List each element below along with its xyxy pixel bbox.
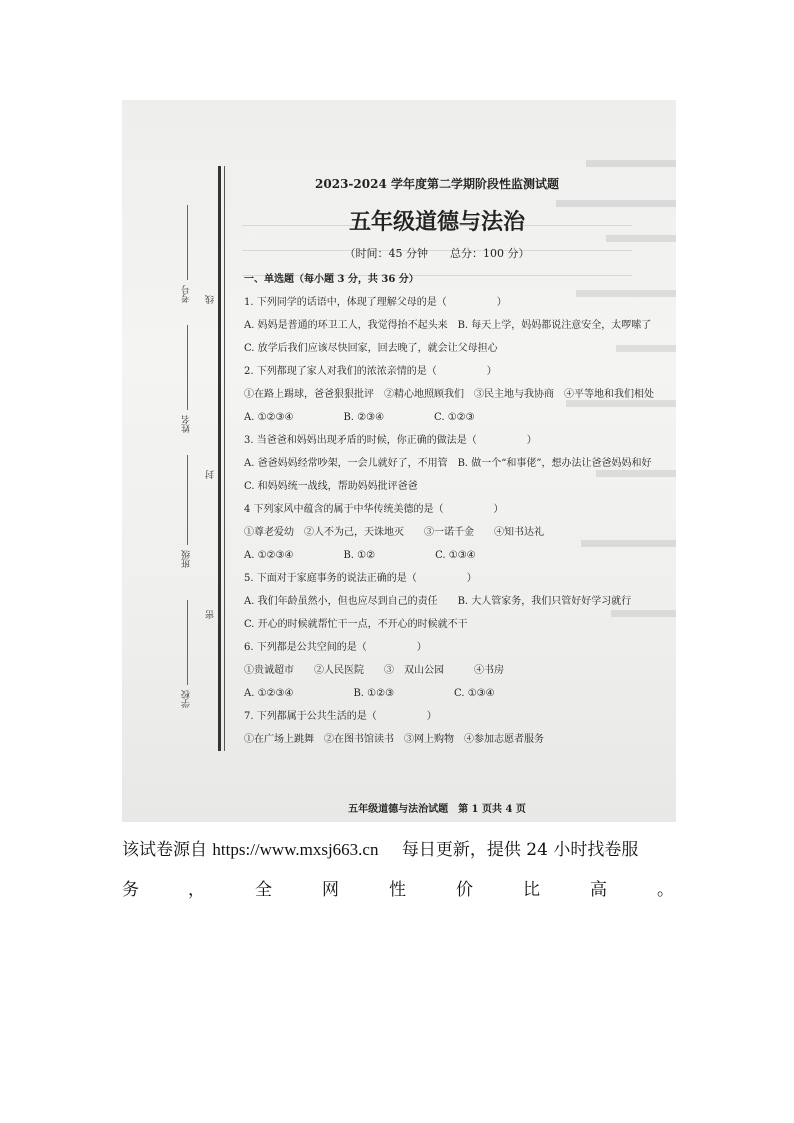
school-blank	[187, 600, 188, 685]
caption-char: 全	[255, 880, 272, 900]
question-option: C. 放学后我们应该尽快回家，回去晚了，就会让父母担心	[244, 343, 498, 354]
exam-header-year: 2023-2024 学年度第二学期阶段性监测试题	[315, 177, 559, 191]
page-footer: 五年级道德与法治试题 第 1 页共 4 页	[348, 804, 526, 815]
caption-char: 务	[122, 880, 139, 900]
section-title: 一、单选题（每小题 3 分，共 36 分）	[244, 274, 419, 285]
question-stem: 3. 当爸爸和妈妈出现矛盾的时候，你正确的做法是（ ）	[244, 435, 537, 446]
caption-char: 高	[590, 880, 607, 900]
margin-label-secret: 密	[206, 610, 216, 619]
question-stem: 2. 下列都现了家人对我们的浓浓亲情的是（ ）	[244, 366, 497, 377]
caption-url[interactable]: https://www.mxsj663.cn	[212, 840, 379, 859]
question-stem: 7. 下列都属于公共生活的是（ ）	[244, 711, 437, 722]
question-option: A. 我们年龄虽然小，但也应尽到自己的责任 B. 大人管家务，我们只管好好学习就行	[244, 596, 632, 607]
question-option: A. 妈妈是普通的环卫工人，我觉得抬不起头来 B. 每天上学，妈妈都说注意安全，太啰嗦了	[244, 320, 652, 331]
name-blank	[187, 325, 188, 410]
margin-label-seal: 封	[206, 470, 216, 479]
question-stem: 4 下列家风中蕴含的属于中华传统美德的是（ ）	[244, 504, 504, 515]
question-option: ①贵诚超市 ②人民医院 ③ 双山公园 ④书房	[244, 665, 504, 676]
binding-line-inner	[224, 166, 225, 751]
caption-char: 比	[523, 880, 540, 900]
exam-time-info: （时间：45 分钟 总分：100 分）	[344, 247, 530, 260]
question-option: C. 和妈妈统一战线，帮助妈妈批评爸爸	[244, 481, 418, 492]
question-option: A. ①②③④ B. ②③④ C. ①②③	[244, 412, 475, 423]
question-option: A. ①②③④ B. ①② C. ①③④	[244, 550, 476, 561]
caption-line-1	[122, 835, 638, 860]
exam-photo	[122, 100, 676, 822]
binding-line	[218, 166, 221, 751]
question-option: A. ①②③④ B. ①②③ C. ①③④	[244, 688, 495, 699]
exam-subject-title: 五年级道德与法治	[348, 209, 525, 235]
question-stem: 1. 下列同学的话语中，体现了理解父母的是（ ）	[244, 297, 507, 308]
caption-prefix: 该试卷源自	[122, 840, 207, 860]
caption-char: 。	[657, 880, 674, 900]
margin-label-school: 学校	[182, 690, 192, 708]
caption-suffix: 每日更新，提供 24 小时找卷服	[401, 840, 639, 860]
margin-label-class: 班级	[182, 550, 192, 568]
question-option: ①在路上踢球，爸爸狠狠批评 ②精心地照顾我们 ③民主地与我协商 ④平等地和我们相处	[244, 389, 654, 400]
question-option: A. 爸爸妈妈经常吵架，一会儿就好了，不用管 B. 做一个“和事佬”，想办法让爸爸妈妈和好	[244, 458, 652, 469]
margin-label-line: 线	[206, 295, 216, 304]
caption-char: ，	[188, 880, 205, 900]
question-stem: 6. 下列都是公共空间的是（ ）	[244, 642, 427, 653]
caption-char: 性	[389, 880, 406, 900]
caption-char: 网	[322, 880, 339, 900]
margin-label-exam-number: 考号	[182, 285, 192, 303]
margin-label-name: 姓名	[182, 415, 192, 433]
exam-number-blank	[187, 205, 188, 280]
question-option: C. 开心的时候就帮忙干一点，不开心的时候就不干	[244, 619, 468, 630]
exam-sheet	[122, 100, 676, 822]
question-option: ①尊老爱幼 ②人不为己，天诛地灭 ③一诺千金 ④知书达礼	[244, 527, 544, 538]
caption-char: 价	[456, 880, 473, 900]
question-stem: 5. 下面对于家庭事务的说法正确的是（ ）	[244, 573, 477, 584]
class-blank	[187, 455, 188, 545]
question-option: ①在广场上跳舞 ②在图书馆读书 ③网上购物 ④参加志愿者服务	[244, 734, 544, 745]
